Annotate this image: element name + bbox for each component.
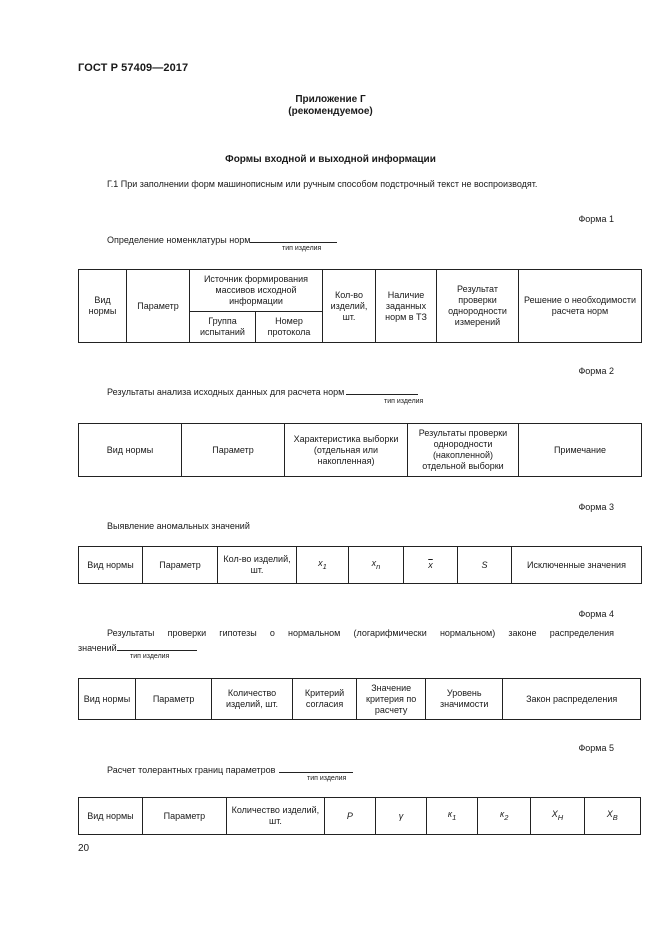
- form2-table: [78, 423, 642, 477]
- form5-col-p: P: [324, 798, 375, 835]
- form5-blank-line: [279, 763, 353, 773]
- form1-blank-line: [250, 233, 337, 243]
- form2-col-note: Примечание: [519, 424, 642, 477]
- form2-col-sample-characteristic: Характеристика выборки (отдельная или накопленная): [285, 424, 408, 477]
- form3-col-xn: [349, 547, 404, 584]
- form5-table: [78, 797, 641, 835]
- form2-label: Форма 2: [578, 366, 614, 376]
- form5-col-norm-type: Вид нормы: [79, 798, 143, 835]
- appendix-title: Приложение Г: [295, 94, 366, 105]
- section-title: Формы входной и выходной информации: [225, 154, 436, 165]
- form1-hint: тип изделия: [282, 245, 322, 252]
- form4-col-criterion-value: Значение критерия по расчету: [357, 679, 426, 720]
- form3-mean-symbol: $\overline{x}$: [428, 559, 433, 570]
- form1-table: [78, 269, 642, 343]
- form5-k2-symbol: к: [499, 809, 505, 820]
- form1-col-parameter: Параметр: [127, 270, 190, 343]
- form1-col-source: Источник формирования массивов исходной информации: [190, 270, 323, 312]
- form1-caption-text: Определение номенклатуры норм: [107, 235, 251, 245]
- form3-col-norm-type: Вид нормы: [79, 547, 143, 584]
- form5-caption-text: Расчет толерантных границ параметров: [107, 765, 276, 775]
- form2-col-norm-type: Вид нормы: [79, 424, 182, 477]
- form4-col-quantity: Количество изделий, шт.: [212, 679, 293, 720]
- form5-hint: тип изделия: [307, 775, 347, 782]
- form5-k1-symbol: к: [447, 809, 453, 820]
- form2-caption: [107, 385, 418, 397]
- form4-col-norm-type: Вид нормы: [79, 679, 136, 720]
- form1-col-test-group: Группа испытаний: [190, 312, 256, 343]
- form3-table: [78, 546, 642, 584]
- form3-col-excluded: Исключенные значения: [512, 547, 642, 584]
- form4-col-goodness-criterion: Критерий согласия: [292, 679, 356, 720]
- form4-col-parameter: Параметр: [135, 679, 211, 720]
- form3-label: Форма 3: [578, 502, 614, 512]
- form4-table: [78, 678, 641, 720]
- form5-k1-subscript: 1: [452, 812, 457, 822]
- form1-caption: [107, 233, 337, 245]
- form5-col-quantity: Количество изделий, шт.: [226, 798, 324, 835]
- form4-blank-line: [117, 641, 197, 651]
- form5-k2-subscript: 2: [504, 812, 509, 822]
- form2-col-homogeneity-result: Результаты проверки однородности (накопленной) отдельной выборки: [408, 424, 519, 477]
- form1-label: Форма 1: [578, 214, 614, 224]
- form4-caption-line2-text: значений: [78, 643, 117, 653]
- form1-col-norm-type: Вид нормы: [79, 270, 127, 343]
- form3-x1-symbol: x: [318, 558, 323, 569]
- appendix-subtitle: (рекомендуемое): [288, 106, 373, 117]
- form3-col-x1: [297, 547, 349, 584]
- form1-col-homogeneity: Результат проверки однородности измерений: [437, 270, 519, 343]
- form4-label: Форма 4: [578, 609, 614, 619]
- form2-hint: тип изделия: [384, 398, 424, 405]
- form4-hint: тип изделия: [130, 653, 170, 660]
- form3-xn-symbol: x: [371, 558, 377, 569]
- form5-col-k1: [427, 798, 478, 835]
- form4-col-significance: Уровень значимости: [426, 679, 503, 720]
- form1-col-decision: Решение о необходимости расчета норм: [519, 270, 642, 343]
- form5-xb-subscript: В: [612, 812, 618, 822]
- form5-xh-symbol: X: [551, 809, 558, 820]
- form5-caption: [107, 763, 353, 775]
- form1-col-protocol-number: Номер протокола: [256, 312, 323, 343]
- form5-xb-symbol: X: [606, 809, 613, 820]
- page-number: 20: [78, 843, 90, 854]
- form1-col-specified-norms: Наличие заданных норм в ТЗ: [376, 270, 437, 343]
- form2-col-parameter: Параметр: [182, 424, 285, 477]
- intro-paragraph: Г.1 При заполнении форм машинописным или ручным способом подстрочный текст не воспроизводят.: [107, 179, 538, 189]
- form5-col-xb: [584, 798, 640, 835]
- form3-caption: Выявление аномальных значений: [107, 521, 250, 531]
- form3-col-mean: [404, 547, 458, 584]
- form5-xh-subscript: Н: [557, 812, 564, 822]
- form3-col-std: S: [458, 547, 512, 584]
- form5-label: Форма 5: [578, 743, 614, 753]
- form5-col-gamma: γ: [375, 798, 426, 835]
- form5-col-parameter: Параметр: [142, 798, 226, 835]
- form3-col-parameter: Параметр: [143, 547, 218, 584]
- form5-col-xh: [531, 798, 584, 835]
- form5-col-k2: [478, 798, 531, 835]
- form4-caption-line2: [78, 641, 197, 653]
- form1-col-quantity: Кол-во изделий, шт.: [323, 270, 376, 343]
- form3-x1-subscript: 1: [322, 561, 327, 571]
- form2-blank-line: [346, 385, 418, 395]
- document-standard-header: ГОСТ Р 57409—2017: [78, 62, 189, 74]
- form3-col-quantity: Кол-во изделий, шт.: [218, 547, 297, 584]
- form3-xn-subscript: n: [376, 561, 381, 571]
- form4-col-distribution-law: Закон распределения: [503, 679, 641, 720]
- form4-caption-line1: Результаты проверки гипотезы о нормальном (логарифмически нормальном) законе распределения: [107, 628, 614, 638]
- form2-caption-text: Результаты анализа исходных данных для расчета норм: [107, 387, 345, 397]
